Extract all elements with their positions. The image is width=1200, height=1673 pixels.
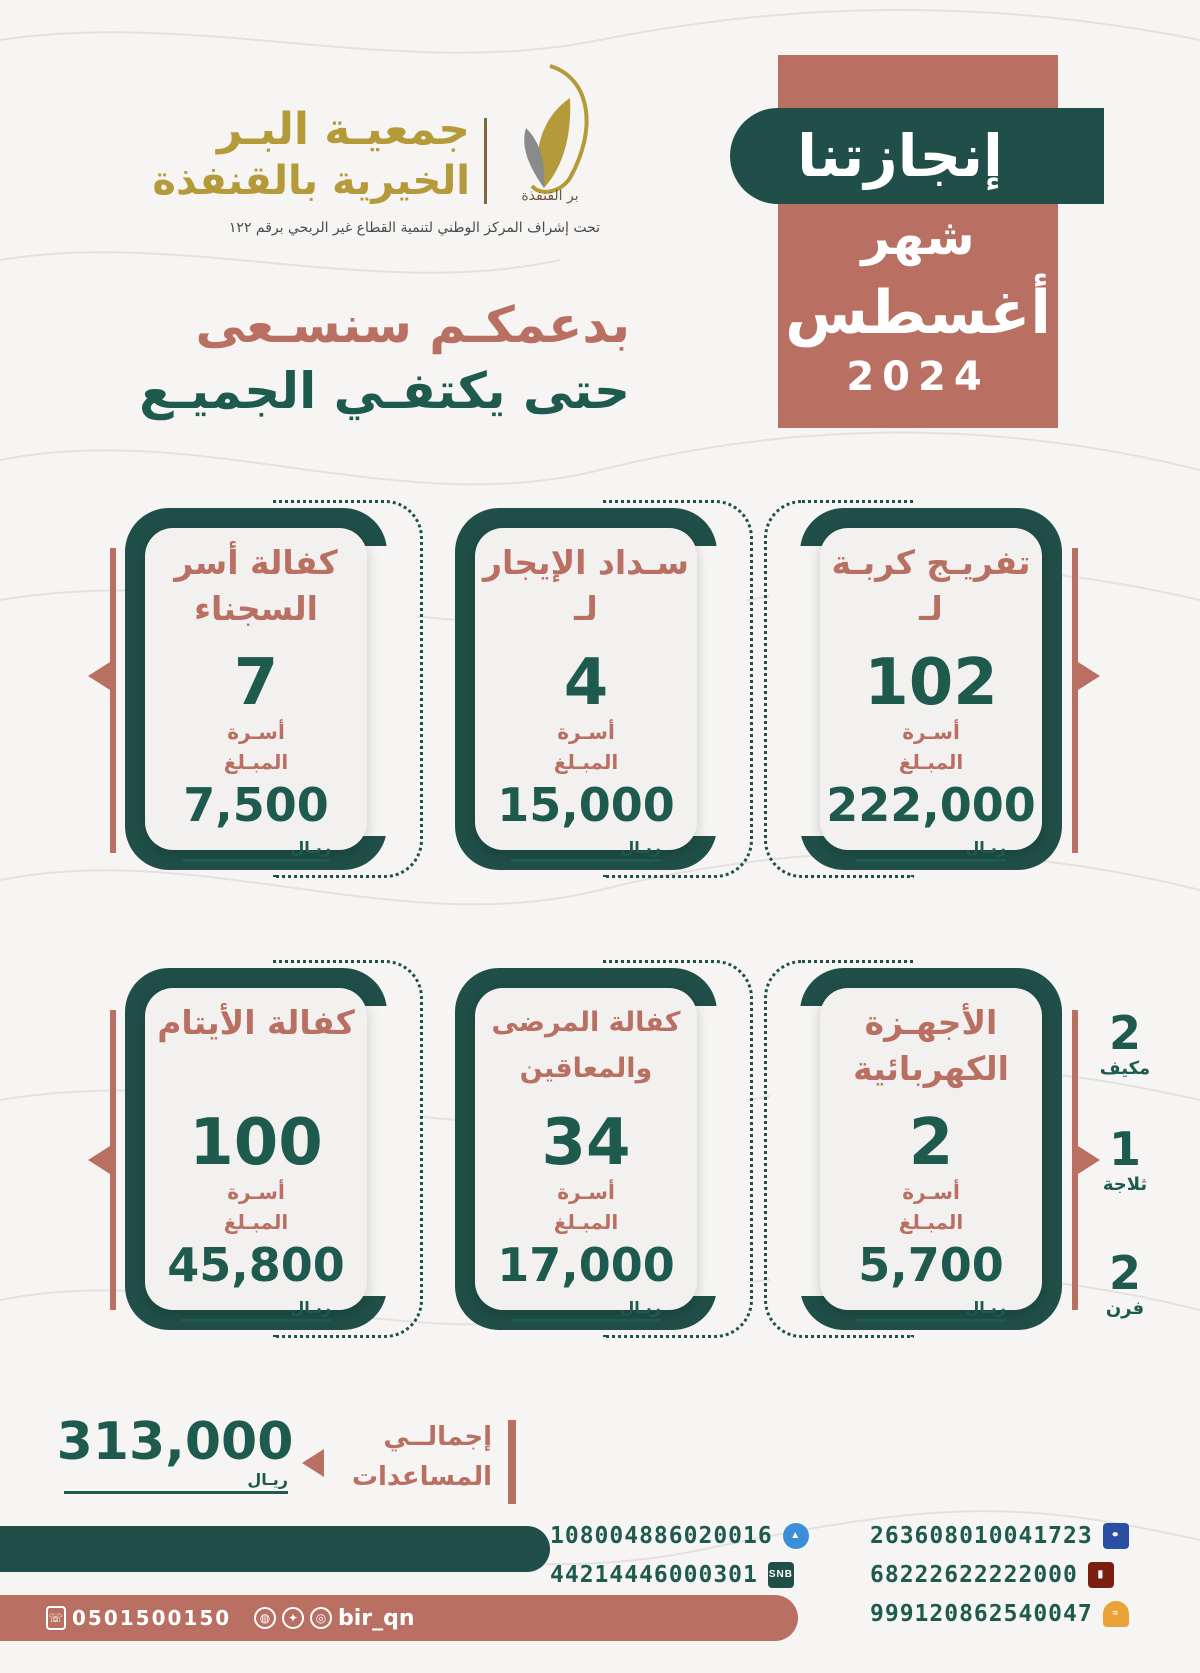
card-title: كفالة المرضى والمعاقين — [491, 1007, 681, 1084]
footer-social-handle: bir_qn — [338, 1605, 415, 1631]
card-amount: 7,500 — [183, 778, 329, 832]
stat-card-relief — [800, 508, 1062, 870]
total-label-line2: المساعدات — [351, 1462, 492, 1492]
card-unit: أسـرة — [227, 1180, 285, 1204]
card-title: سـداد الإيجار لـ — [483, 543, 689, 628]
card-amount-label: المبـلغ — [553, 1210, 619, 1234]
footer-green-band — [0, 1526, 550, 1572]
bank-account-number: 263608010041723 — [870, 1523, 1093, 1549]
header-month-word: شهر — [861, 208, 975, 266]
card-currency: ريـال — [856, 1298, 1006, 1322]
total-accent-bar — [508, 1420, 516, 1504]
card-currency: ريـال — [181, 838, 331, 862]
total-currency: ريـال — [64, 1470, 288, 1494]
bank-account-row — [870, 1560, 1114, 1590]
card-amount: 17,000 — [497, 1238, 675, 1292]
appliance-label: فرن — [1105, 1298, 1145, 1319]
appliance-label: ثلاجة — [1102, 1174, 1148, 1195]
appliance-ac — [1085, 1008, 1165, 1079]
card-count: 4 — [563, 646, 609, 720]
bank-account-number: 108004886020016 — [550, 1523, 773, 1549]
card-amount-label: المبـلغ — [223, 1210, 289, 1234]
stat-card-patients-disabled — [455, 968, 717, 1330]
row1-left-pointer-bar — [110, 548, 116, 853]
header-month-name: أغسطس — [785, 278, 1051, 348]
appliance-fridge — [1085, 1124, 1165, 1195]
org-name-line2: الخيرية بالقنفذة — [152, 158, 470, 204]
card-unit: أسـرة — [557, 1180, 615, 1204]
card-currency: ريـال — [181, 1298, 331, 1322]
total-amount: 313,000 — [56, 1412, 294, 1472]
card-title: كفالة الأيتام — [157, 1003, 355, 1042]
bank-snb-icon: SNB — [768, 1562, 794, 1588]
header-title: إنجازتنا — [797, 122, 1003, 190]
card-count: 7 — [233, 646, 279, 720]
card-amount-label: المبـلغ — [553, 750, 619, 774]
card-currency: ريـال — [856, 838, 1006, 862]
card-count: 2 — [908, 1106, 954, 1180]
card-currency: ريـال — [511, 1298, 661, 1322]
bank-account-row — [550, 1560, 794, 1590]
appliance-label: مكيف — [1099, 1058, 1151, 1079]
card-unit: أسـرة — [227, 720, 285, 744]
org-subtitle: تحت إشراف المركز الوطني لتنمية القطاع غير الربحي برقم ١٢٢ — [228, 220, 600, 236]
row1-right-pointer-bar — [1072, 548, 1078, 853]
card-amount: 45,800 — [167, 1238, 345, 1292]
stat-card-orphans — [125, 968, 387, 1330]
bank-rajhi-icon: ⚭ — [1103, 1523, 1129, 1549]
card-amount-label: المبـلغ — [223, 750, 289, 774]
twitter-icon: ✦ — [282, 1607, 304, 1629]
card-title: الأجهـزة الكهربائية — [853, 1003, 1009, 1088]
org-name-line1: جمعيـة البـر — [216, 104, 470, 155]
card-currency: ريـال — [511, 838, 661, 862]
bank-riyad-icon: ≈ — [1103, 1601, 1129, 1627]
leaf-logo-icon — [500, 58, 600, 208]
bank-account-number: 999120862540047 — [870, 1601, 1093, 1627]
bank-albilad-icon: ▮ — [1088, 1562, 1114, 1588]
footer-social[interactable] — [254, 1597, 415, 1639]
footer-phone[interactable] — [46, 1597, 231, 1639]
card-amount-label: المبـلغ — [898, 750, 964, 774]
card-amount: 15,000 — [497, 778, 675, 832]
row2-left-pointer-bar — [110, 1010, 116, 1310]
row2-left-pointer-arrow — [88, 1146, 110, 1174]
row1-right-pointer-arrow — [1078, 662, 1100, 690]
bank-account-row — [870, 1599, 1129, 1629]
stat-card-appliances — [800, 968, 1062, 1330]
card-amount: 222,000 — [826, 778, 1036, 832]
logo-mark-text: بر القنفذة — [521, 188, 579, 204]
card-amount-label: المبـلغ — [898, 1210, 964, 1234]
header-year: 2024 — [846, 354, 990, 400]
card-title: تفريـج كربـة لـ — [831, 543, 1031, 628]
total-label-line1: إجمالــي — [383, 1422, 492, 1452]
total-arrow-icon — [302, 1449, 324, 1477]
slogan-line2: حتى يكتفـي الجميـع — [139, 362, 630, 420]
appliance-count: 2 — [1108, 1246, 1141, 1300]
logo-divider — [484, 118, 487, 204]
card-count: 102 — [864, 646, 998, 720]
card-count: 34 — [541, 1106, 631, 1180]
phone-icon: ☏ — [46, 1606, 66, 1630]
stat-card-rent — [455, 508, 717, 870]
instagram-icon: ◎ — [310, 1607, 332, 1629]
bank-account-number: 44214446000301 — [550, 1562, 758, 1588]
bank-account-row — [870, 1521, 1129, 1551]
bank-account-number: 68222622222000 — [870, 1562, 1078, 1588]
bank-account-row — [550, 1521, 809, 1551]
card-unit: أسـرة — [557, 720, 615, 744]
appliance-count: 1 — [1108, 1122, 1141, 1176]
slogan-line1: بدعمكـم سنسـعى — [195, 296, 630, 354]
bank-alinma-icon: ▲ — [783, 1523, 809, 1549]
row1-left-pointer-arrow — [88, 662, 110, 690]
card-unit: أسـرة — [902, 720, 960, 744]
card-count: 100 — [189, 1106, 323, 1180]
card-title: كفالة أسر السجناء — [174, 543, 338, 628]
card-amount: 5,700 — [858, 1238, 1004, 1292]
stat-card-prisoner-families — [125, 508, 387, 870]
card-unit: أسـرة — [902, 1180, 960, 1204]
snapchat-icon: ◍ — [254, 1607, 276, 1629]
appliance-count: 2 — [1108, 1006, 1141, 1060]
footer-phone-number: 0501500150 — [72, 1606, 232, 1630]
appliance-oven — [1085, 1248, 1165, 1319]
